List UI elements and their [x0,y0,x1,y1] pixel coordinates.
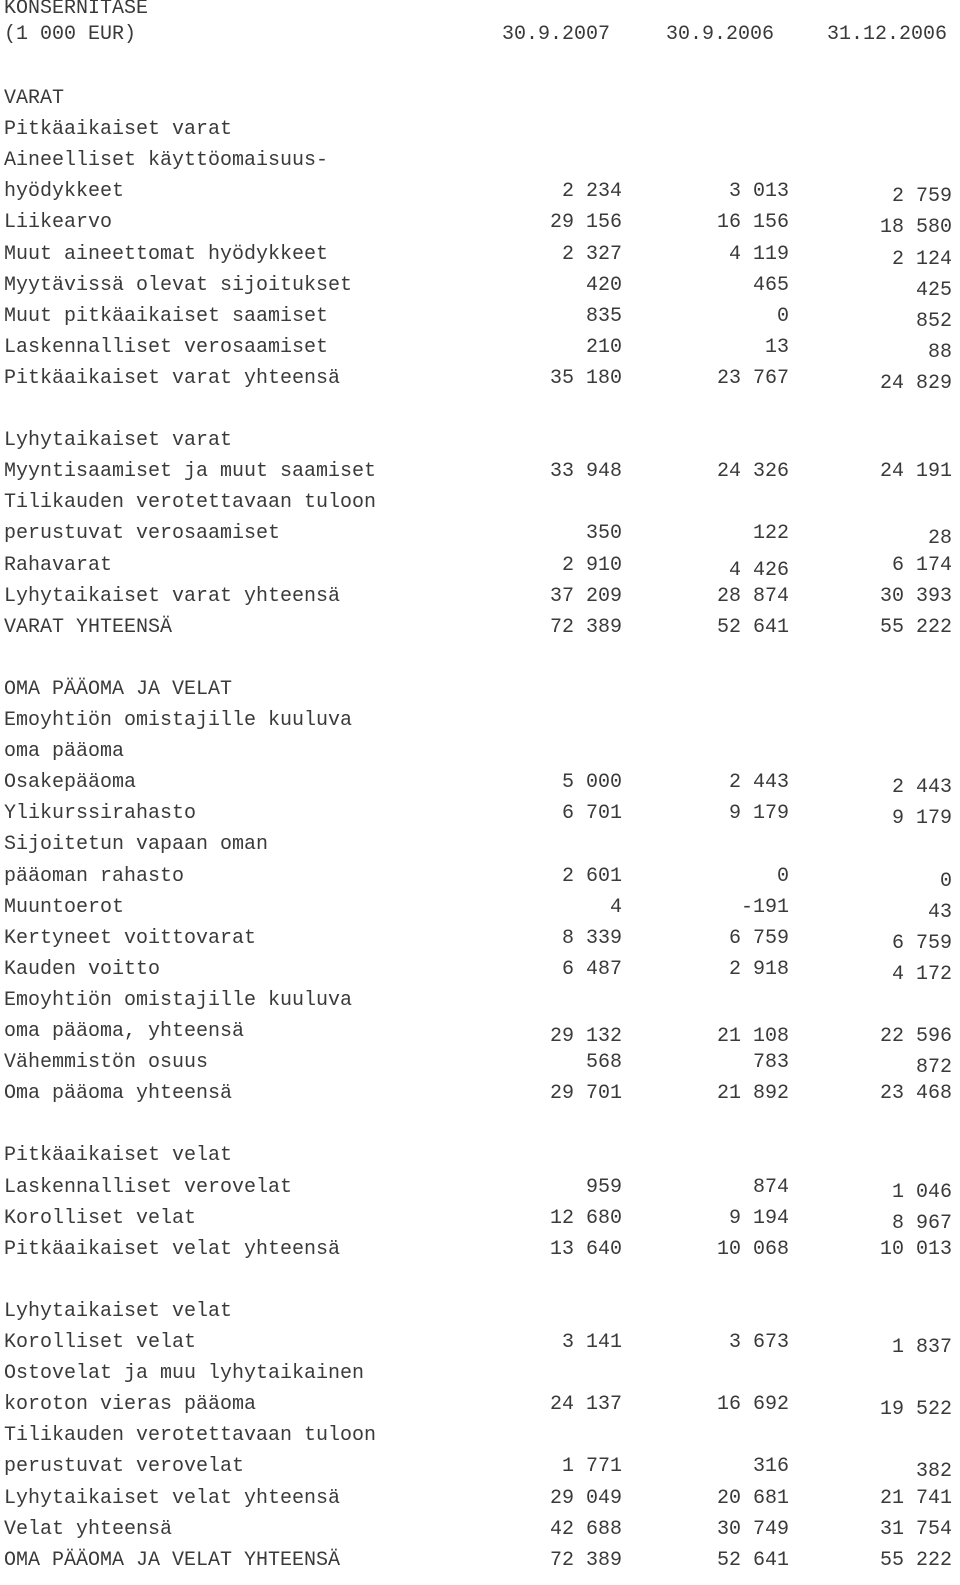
row-label: Muut pitkäaikaiset saamiset [4,304,329,328]
row-label: Pitkäaikaiset velat yhteensä [4,1237,341,1261]
unit-label: (1 000 EUR) [4,23,137,46]
row-value-col3: 382 [915,1460,952,1484]
row-label: Ylikurssirahasto [4,802,197,826]
table-row [4,987,952,1015]
table-row [4,738,952,766]
row-value-col3: 23 468 [879,1082,952,1106]
row-label: Emoyhtiön omistajille kuuluva [4,988,353,1012]
row-value-col3: 6 174 [891,553,952,577]
row-label: Emoyhtiön omistajille kuuluva [4,709,353,732]
row-value-col2: 9 194 [728,1206,789,1230]
table-row [4,1391,952,1422]
row-value-col2: 16 692 [716,1393,789,1417]
row-label: Tilikauden verotettavaan tuloon [4,491,377,515]
row-value-col1: 72 389 [549,615,622,639]
row-label: Liikearvo [4,211,113,235]
row-label: Muut aineettomat hyödykkeet [4,242,329,266]
row-value-col3: 2 759 [891,185,952,209]
table-row [4,1205,952,1233]
row-value-col2: 30 749 [716,1517,789,1541]
row-label: VARAT [4,87,65,110]
row-value-col3: 852 [915,309,952,333]
row-value-col2: 52 641 [716,1548,789,1572]
table-row [4,831,952,859]
row-label: Velat yhteensä [4,1517,173,1541]
row-value-col1: 29 701 [549,1082,622,1106]
row-value-col1: 35 180 [549,366,622,390]
row-value-col1: 6 487 [561,957,622,981]
row-value-col3: 8 967 [891,1211,952,1235]
row-label: oma pääoma [4,740,125,764]
row-value-col1: 1 771 [561,1455,622,1479]
row-value-col3: 4 172 [891,962,952,986]
row-label: Ostovelat ja muu lyhytaikainen [4,1362,365,1386]
table-row [4,1485,952,1513]
spacer-row [4,1111,952,1139]
row-value-col2: -191 [740,895,789,919]
row-value-col1: 350 [585,522,622,546]
table-row [4,303,952,331]
table-row [4,552,952,580]
row-value-col2: 465 [752,273,789,297]
row-value-col3: 19 522 [879,1398,952,1422]
row-value-col2: 0 [776,864,789,888]
column-header-row [4,21,952,49]
row-label: Oma pääoma yhteensä [4,1082,233,1106]
row-value-col2: 21 892 [716,1082,789,1106]
table-row [4,1516,952,1544]
row-label: Muuntoerot [4,895,125,919]
table-row [4,1547,952,1575]
row-label: Tilikauden verotettavaan tuloon [4,1424,377,1448]
row-label: Pitkäaikaiset velat [4,1144,233,1168]
row-value-col2: 20 681 [716,1486,789,1510]
row-value-col3: 21 741 [879,1486,952,1510]
column-header-2007-09: 30.9.2007 [501,23,610,46]
row-value-col2: 16 156 [716,211,789,235]
table-row [4,1018,952,1046]
row-value-col2: 28 874 [716,584,789,608]
row-value-col2: 316 [752,1455,789,1479]
table-row [4,209,952,240]
row-value-col3: 22 596 [879,1025,952,1048]
table-row [4,800,952,831]
row-value-col2: 0 [776,304,789,328]
table-row [4,458,952,486]
row-label: Lyhytaikaiset varat [4,429,233,453]
table-row [4,1174,952,1202]
row-label: Vähemmistön osuus [4,1051,209,1075]
row-label: perustuvat verosaamiset [4,522,281,546]
row-value-col3: 425 [915,278,952,302]
row-label: Myytävissä olevat sijoitukset [4,273,353,297]
statement-title: KONSERNITASE [4,0,149,20]
row-value-col3: 1 046 [891,1180,952,1204]
row-value-col1: 2 601 [561,864,622,888]
row-label: Lyhytaikaiset velat yhteensä [4,1486,341,1510]
row-value-col2: 783 [752,1051,789,1075]
table-row [4,863,952,891]
table-row [4,1298,952,1326]
row-value-col1: 29 049 [549,1486,622,1510]
table-row [4,334,952,362]
table-row [4,520,952,551]
row-value-col3: 43 [927,900,952,924]
row-label: Myyntisaamiset ja muut saamiset [4,460,377,484]
row-value-col1: 37 209 [549,584,622,608]
row-value-col1: 420 [585,273,622,297]
row-value-col3: 2 443 [891,776,952,800]
row-value-col3: 88 [927,340,952,364]
row-value-col2: 10 068 [716,1237,789,1261]
row-label: pääoman rahasto [4,864,185,888]
row-value-col2: 4 119 [728,242,789,266]
row-value-col3: 2 124 [891,247,952,271]
row-value-col1: 835 [585,304,622,328]
row-label: Osakepääoma [4,771,137,795]
row-label: Rahavarat [4,553,113,577]
row-label: VARAT YHTEENSÄ [4,615,173,639]
table-row [4,116,952,144]
table-row [4,1422,952,1450]
table-row [4,1236,952,1264]
row-value-col1: 29 156 [549,211,622,235]
column-header-2006-12: 31.12.2006 [826,23,947,46]
row-value-col2: 6 759 [728,926,789,950]
row-value-col3: 24 829 [879,371,952,395]
row-label: hyödykkeet [4,180,125,204]
table-row [4,1453,952,1484]
row-value-col3: 30 393 [879,584,952,608]
row-value-col1: 6 701 [561,802,622,826]
table-row [4,241,952,269]
row-value-col1: 8 339 [561,926,622,950]
table-row [4,925,952,953]
row-value-col1: 24 137 [549,1393,622,1417]
row-label: OMA PÄÄOMA JA VELAT YHTEENSÄ [4,1548,341,1572]
row-value-col3: 18 580 [879,216,952,240]
row-value-col3: 31 754 [879,1517,952,1541]
table-row [4,85,952,113]
table-row [4,489,952,517]
column-header-2006-09: 30.9.2006 [665,23,774,46]
row-value-col3: 55 222 [879,1548,952,1572]
row-value-col1: 210 [585,335,622,359]
table-row [4,583,952,611]
row-value-col1: 29 132 [549,1025,622,1048]
row-label: Laskennalliset verosaamiset [4,335,329,359]
row-label: OMA PÄÄOMA JA VELAT [4,677,233,701]
table-row [4,707,952,735]
table-row [4,427,952,455]
row-label: Lyhytaikaiset velat [4,1299,233,1323]
table-row [4,894,952,922]
row-label: Sijoitetun vapaan oman [4,833,269,857]
row-value-col1: 959 [585,1175,622,1199]
table-row [4,614,952,642]
row-value-col1: 3 141 [561,1331,622,1354]
row-value-col1: 33 948 [549,460,622,484]
spacer-row [4,645,952,673]
row-value-col3: 1 837 [891,1336,952,1359]
table-row [4,769,952,800]
row-label: Kauden voitto [4,957,161,981]
row-value-col2: 2 918 [728,957,789,981]
row-value-col2: 52 641 [716,615,789,639]
row-value-col3: 872 [915,1056,952,1080]
table-row [4,147,952,175]
row-value-col3: 0 [939,869,952,893]
row-value-col2: 13 [764,335,789,359]
row-label: Aineelliset käyttöomaisuus- [4,149,329,173]
row-value-col2: 3 013 [728,180,789,204]
row-value-col3: 10 013 [879,1237,952,1261]
row-value-col2: 9 179 [728,802,789,826]
row-value-col2: 4 426 [728,558,789,582]
row-value-col1: 72 389 [549,1548,622,1572]
row-value-col3: 28 [927,527,952,551]
row-label: Pitkäaikaiset varat [4,118,233,142]
row-value-col2: 122 [752,522,789,546]
row-value-col1: 13 640 [549,1237,622,1261]
row-label: oma pääoma, yhteensä [4,1020,245,1043]
row-label: Laskennalliset verovelat [4,1175,293,1199]
row-value-col3: 6 759 [891,931,952,955]
table-row [4,1329,952,1357]
table-row [4,956,952,984]
row-label: Kertyneet voittovarat [4,926,257,950]
row-value-col2: 24 326 [716,460,789,484]
row-value-col2: 23 767 [716,366,789,390]
table-row [4,1080,952,1108]
row-value-col3: 24 191 [879,460,952,484]
row-label: koroton vieras pääoma [4,1393,257,1417]
row-label: perustuvat verovelat [4,1455,245,1479]
row-value-col2: 21 108 [716,1025,789,1048]
row-value-col1: 2 327 [561,242,622,266]
table-row [4,272,952,300]
spacer-row [4,396,952,424]
row-label: Pitkäaikaiset varat yhteensä [4,366,341,390]
row-value-col3: 9 179 [891,807,952,831]
statement-title-row [4,0,952,23]
row-label: Korolliset velat [4,1206,197,1230]
row-value-col2: 3 673 [728,1331,789,1354]
table-row [4,1049,952,1080]
row-value-col1: 12 680 [549,1206,622,1230]
table-row [4,365,952,393]
row-label: Lyhytaikaiset varat yhteensä [4,584,341,608]
row-value-col3: 55 222 [879,615,952,639]
spacer-row [4,1267,952,1295]
table-row [4,1142,952,1170]
row-value-col1: 2 910 [561,553,622,577]
row-value-col1: 568 [585,1051,622,1075]
row-value-col2: 874 [752,1175,789,1199]
table-row [4,1360,952,1388]
table-row [4,676,952,704]
row-value-col1: 2 234 [561,180,622,204]
row-value-col1: 5 000 [561,771,622,795]
row-label: Korolliset velat [4,1331,197,1354]
table-row [4,178,952,209]
row-value-col1: 42 688 [549,1517,622,1541]
row-value-col2: 2 443 [728,771,789,795]
row-value-col1: 4 [609,895,622,919]
